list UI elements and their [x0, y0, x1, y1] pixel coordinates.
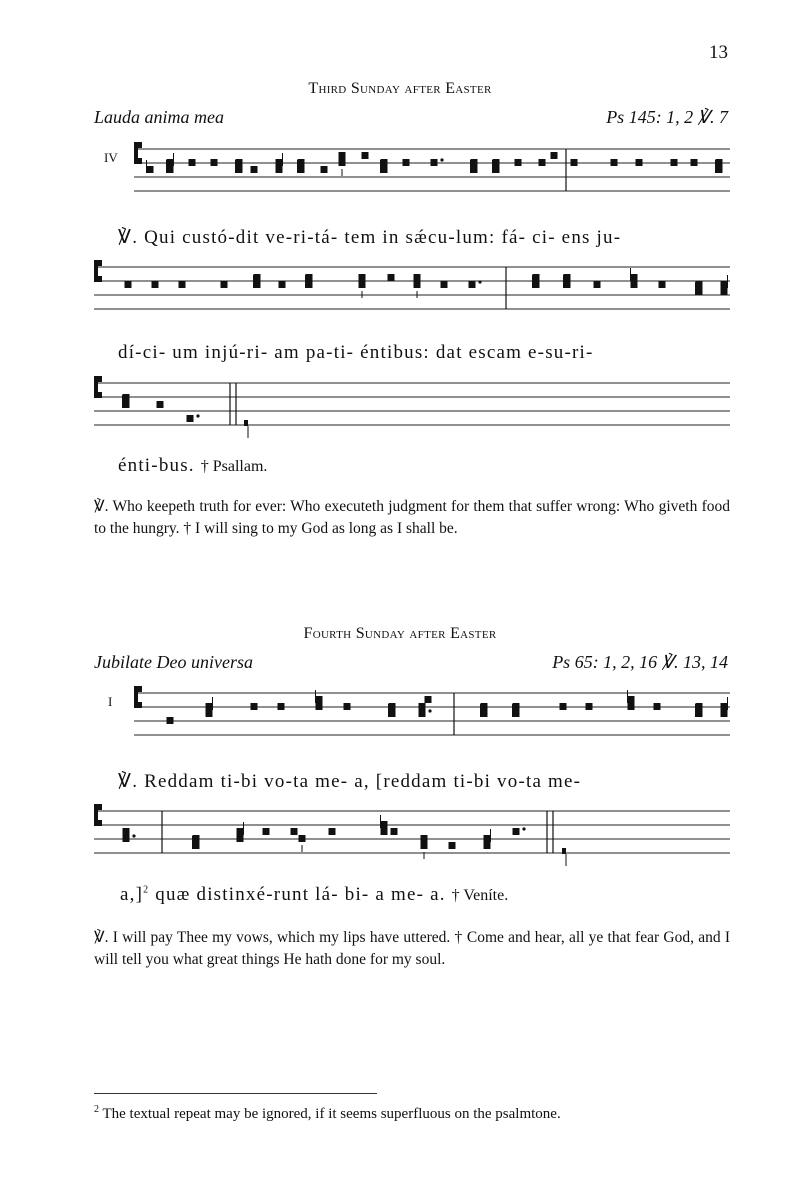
psalm-reference-1: Ps 145: 1, 2 ℣. 7	[606, 107, 728, 127]
footnote-rule	[94, 1093, 377, 1094]
incipit-jubilate: Jubilate Deo universa	[94, 652, 253, 672]
psalm-reference-2: Ps 65: 1, 2, 16 ℣. 13, 14	[552, 652, 728, 672]
chant-staff-2-2	[94, 802, 730, 866]
translation-2: ℣. I will pay Thee my vows, which my lips have uttered. † Come and hear, all ye that fear God, and I will tell you what great things He hath done for my soul.	[94, 929, 730, 968]
section-title-fourth-sunday: Fourth Sunday after Easter	[303, 625, 497, 642]
lyric-final-syllables-2: quæ distinxé-runt lá- bi- a me- a.	[155, 884, 446, 905]
lyric-line-1-2: dí-ci- um injú-ri- am pa-ti- éntibus: dat escam e-su-ri-	[118, 342, 594, 363]
translation-1: ℣. Who keepeth truth for ever: Who executeth judgment for them that suffer wrong: Who giveth food to the hungry. † I will sing to my God as long as I shall be.	[94, 498, 730, 537]
chant-staff-2-1	[134, 684, 730, 748]
footnote-ref-2: 2	[143, 884, 150, 896]
lyric-line-1-1: ℣. Qui custó-dit ve-ri-tá- tem in sǽcu-lum: fá- ci- ens ju-	[118, 227, 622, 248]
chant-staff-1-3	[94, 374, 730, 438]
lyric-final-syllables: énti-bus.	[118, 455, 195, 476]
lyric-line-2-2	[120, 884, 508, 906]
mode-label-2: I	[108, 694, 113, 709]
lyric-repeat-end: a,]	[120, 884, 144, 905]
footnote-mark: 2	[94, 1104, 99, 1115]
footnote-text: The textual repeat may be ignored, if it seems superfluous on the psalmtone.	[102, 1106, 561, 1122]
cue-psallam: † Psallam.	[200, 458, 268, 475]
page-number: 13	[709, 42, 728, 63]
chant-staff-1-1	[134, 140, 730, 204]
lyric-line-1-3	[118, 455, 267, 477]
incipit-lauda: Lauda anima mea	[94, 107, 224, 127]
lyric-line-2-1: ℣. Reddam ti-bi vo-ta me- a, [reddam ti-bi vo-ta me-	[118, 771, 582, 792]
mode-label-1: IV	[104, 150, 118, 165]
section-title-third-sunday: Third Sunday after Easter	[308, 80, 492, 97]
cue-venite: † Veníte.	[451, 887, 509, 904]
footnote	[94, 1104, 561, 1123]
chant-staff-1-2	[94, 258, 730, 322]
